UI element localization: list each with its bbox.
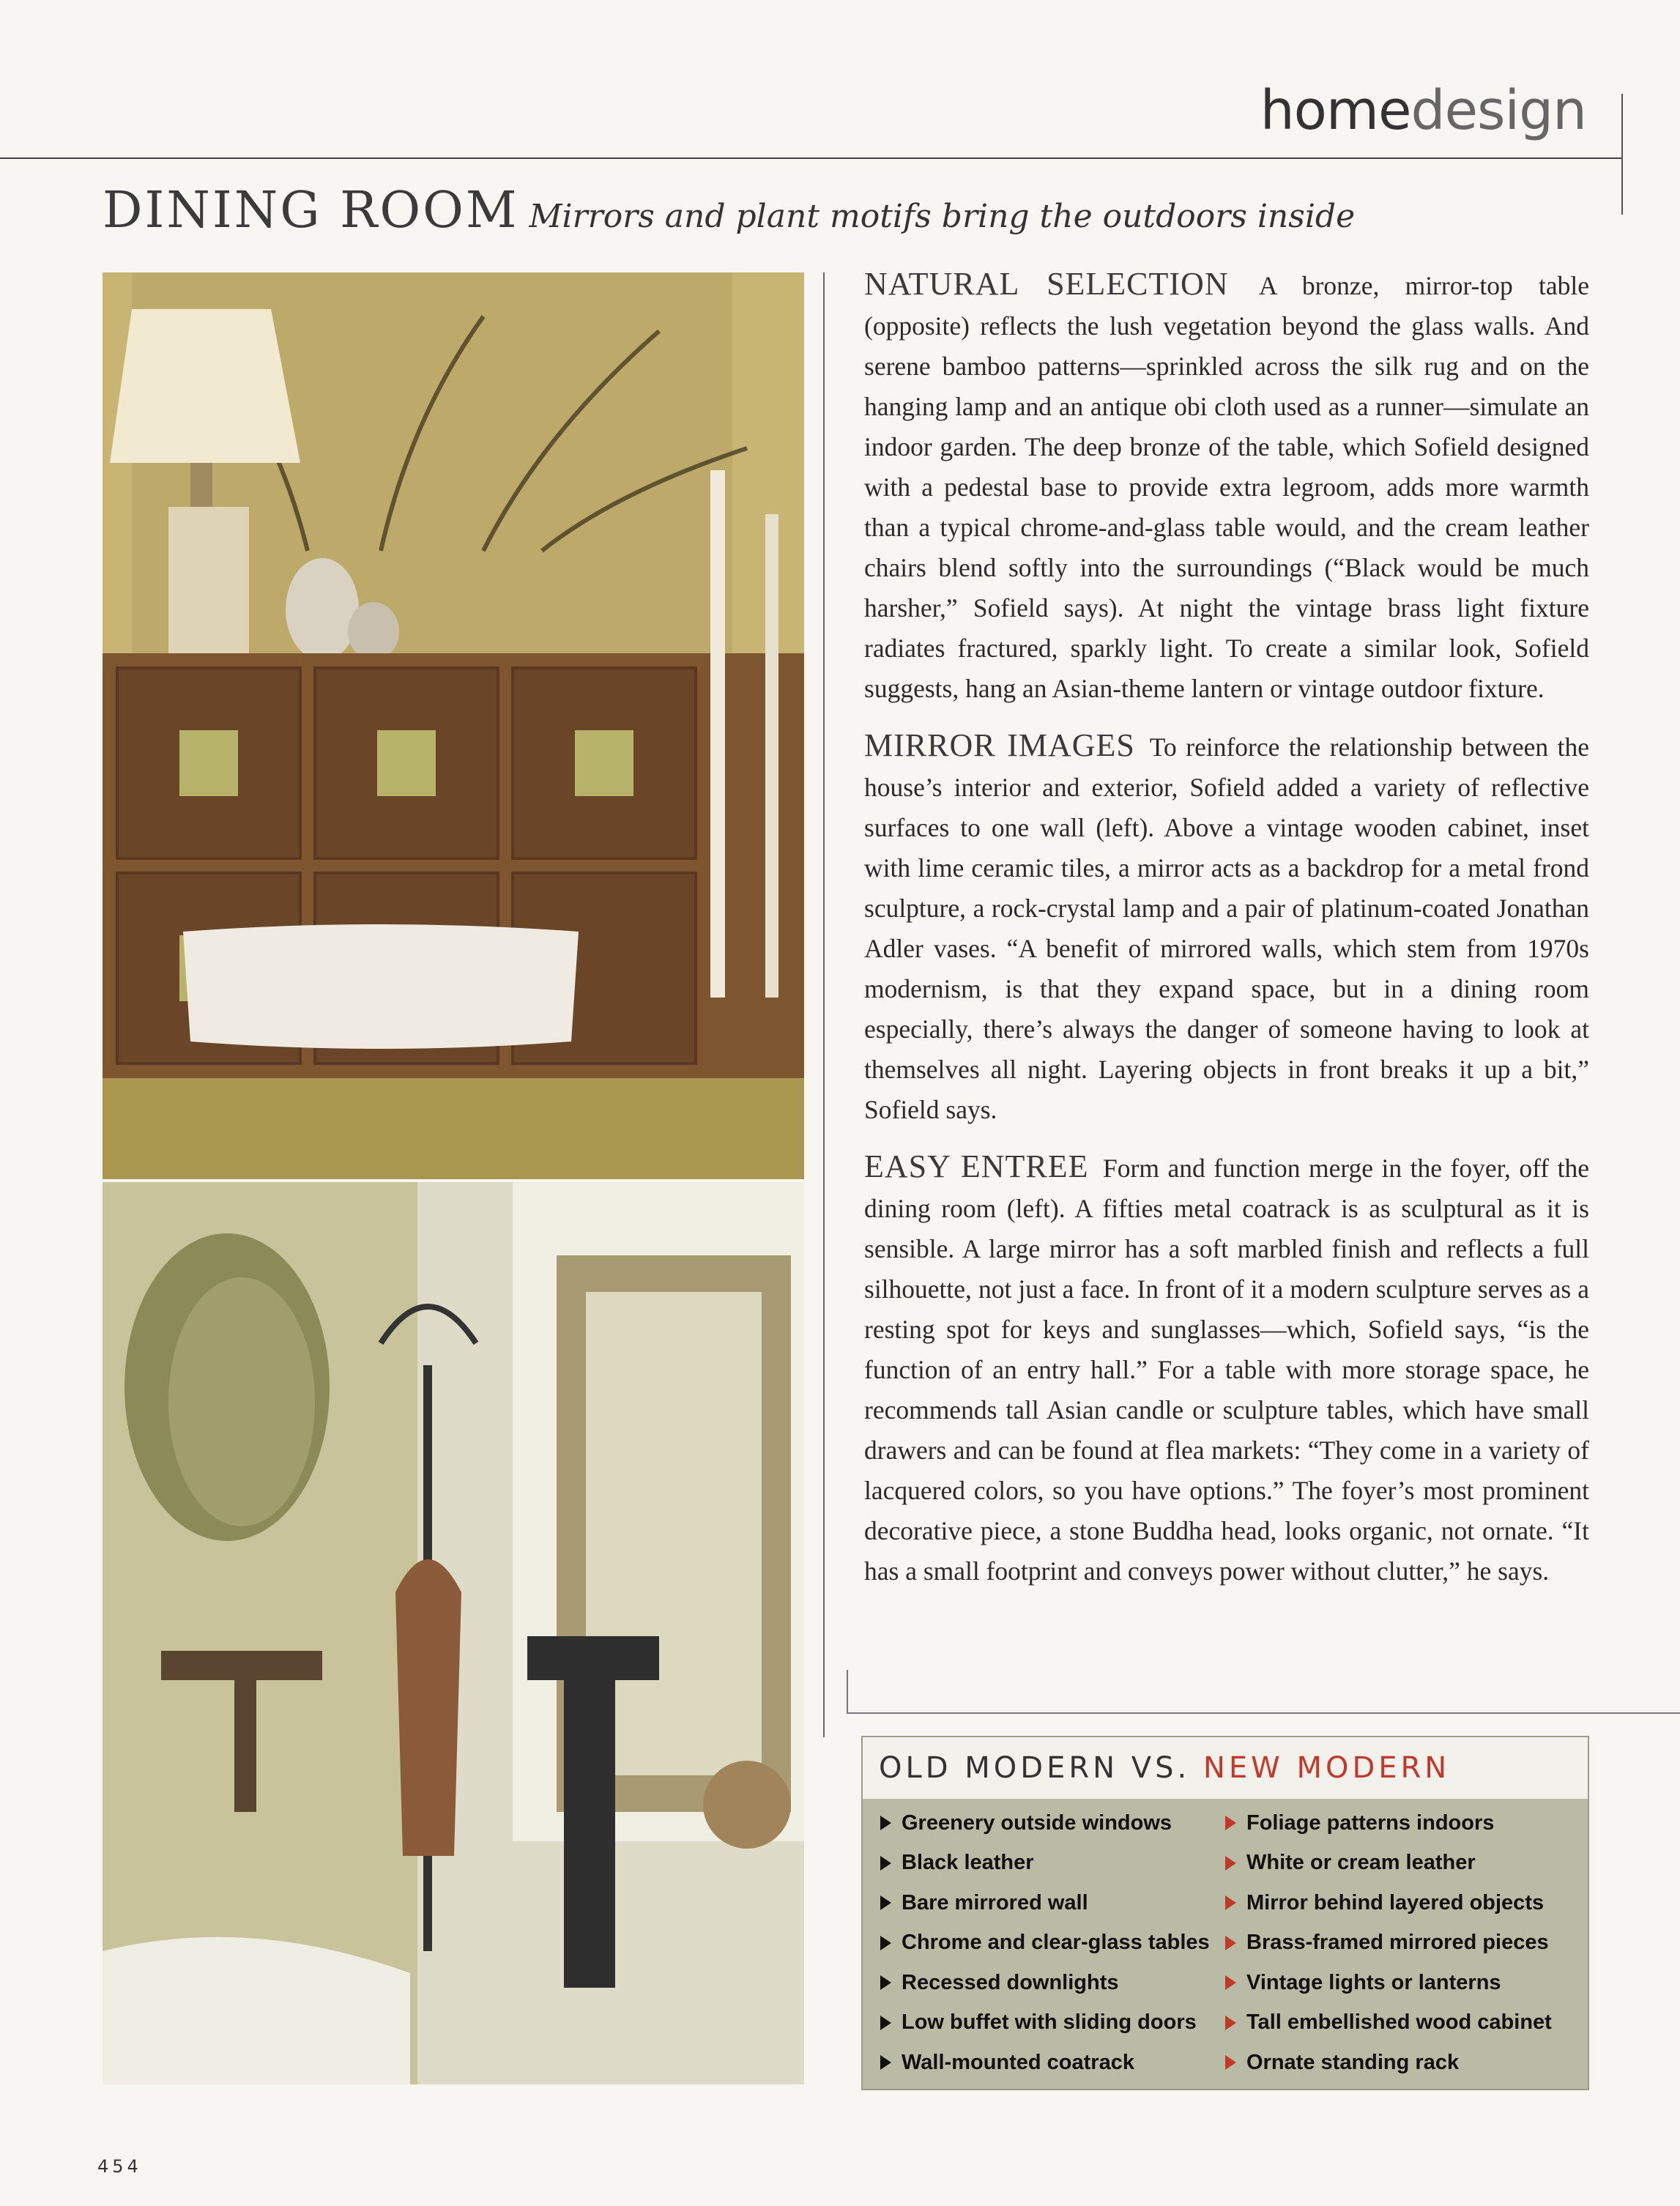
new-item [1225, 1811, 1588, 1835]
triangle-bullet-icon [1225, 1816, 1236, 1830]
page-title [103, 182, 1355, 239]
comparison-box [861, 1736, 1589, 2090]
new-item [1225, 1891, 1588, 1915]
comparison-row [863, 1963, 1588, 2003]
page-number: 454 [97, 2156, 142, 2177]
paragraph-heading: EASY ENTREE [864, 1148, 1089, 1184]
new-item-text: Vintage lights or lanterns [1246, 1970, 1501, 1994]
triangle-bullet-icon [880, 1975, 891, 1990]
page-subtitle: Mirrors and plant motifs bring the outdoors inside [529, 198, 1356, 235]
new-item [1225, 1851, 1588, 1875]
paragraph-text: To reinforce the relationship between the house’s interior and exterior, Sofield added a variety of reflective surfaces to one wall (left). Above a vintage wooden cabinet, inset with lime ceramic tiles, a mirror acts as a backdrop for a metal frond sculpture, a rock-crystal lamp and a pair of platinum-coated Jonathan Adler vases. “A benefit of mirrored walls, which stem from 1970s modernism, is that they expand space, but in a dining room especially, there’s always the danger of someone having to look at themselves all night. Layering objects in front breaks it up a bit,” Sofield says. [864, 732, 1589, 1124]
article-paragraph-easy-entree [864, 1146, 1589, 1592]
comparison-new-label: NEW MODERN [1203, 1751, 1451, 1785]
old-item-text: Recessed downlights [902, 1970, 1119, 1994]
old-item [863, 1891, 1225, 1915]
triangle-bullet-icon [880, 1936, 891, 1950]
old-item [863, 1931, 1225, 1955]
dining-room-illustration [103, 272, 804, 1179]
old-item-text: Greenery outside windows [902, 1811, 1172, 1835]
foyer-illustration [103, 1182, 804, 2084]
new-item [1225, 1971, 1588, 1995]
header-vertical-rule [1621, 94, 1623, 215]
old-item [863, 1811, 1225, 1835]
triangle-bullet-icon [880, 1895, 891, 1910]
triangle-bullet-icon [880, 1816, 891, 1830]
new-item [1225, 2010, 1588, 2035]
new-item [1225, 2051, 1588, 2075]
new-item-text: Foliage patterns indoors [1246, 1811, 1495, 1835]
foyer-photo [103, 1182, 804, 2084]
header-rule [0, 157, 1622, 159]
old-item-text: Bare mirrored wall [902, 1890, 1088, 1915]
comparison-vertical-rule [847, 1670, 848, 1714]
page-title-main: DINING ROOM [103, 182, 519, 239]
paragraph-heading: MIRROR IMAGES [864, 727, 1135, 763]
old-item [863, 1971, 1225, 1995]
triangle-bullet-icon [1225, 2016, 1236, 2030]
triangle-bullet-icon [1225, 1895, 1236, 1910]
comparison-row [863, 2043, 1588, 2083]
triangle-bullet-icon [880, 1856, 891, 1871]
triangle-bullet-icon [880, 2016, 891, 2030]
new-item-text: Brass-framed mirrored pieces [1246, 1931, 1549, 1955]
comparison-rule [847, 1712, 1680, 1714]
new-item-text: Mirror behind layered objects [1246, 1890, 1545, 1915]
old-item-text: Chrome and clear-glass tables [902, 1931, 1210, 1955]
comparison-list [863, 1803, 1588, 2083]
old-item-text: Wall-mounted coatrack [902, 2050, 1134, 2074]
article-paragraph-natural-selection [864, 264, 1589, 709]
old-item-text: Black leather [902, 1851, 1034, 1875]
comparison-row [863, 1923, 1588, 1964]
paragraph-text: Form and function merge in the foyer, off the dining room (left). A fifties metal coatrack is as sculptural as it is sensible. A large mirror has a soft marbled finish and reflects a full silhouette, not just a face. In front of it a modern sculpture serves as a resting spot for keys and sunglasses—which, Sofield says, “is the function of an entry hall.” For a table with more storage space, he recommends tall Asian candle or sculpture tables, which have small drawers and can be found at flea markets: “They come in a variety of lacquered colors, so you have options.” The foyer’s most prominent decorative piece, a stone Buddha head, looks organic, not ornate. “It has a small footprint and conveys power without clutter,” he says. [864, 1154, 1589, 1586]
new-item-text: White or cream leather [1246, 1851, 1476, 1875]
column-divider [823, 272, 825, 1737]
comparison-row [863, 1883, 1588, 1923]
triangle-bullet-icon [1225, 2055, 1236, 2070]
section-label-home: home [1260, 79, 1411, 142]
triangle-bullet-icon [1225, 1856, 1236, 1871]
new-item-text: Ornate standing rack [1246, 2050, 1460, 2074]
triangle-bullet-icon [1225, 1936, 1236, 1950]
old-item-text: Low buffet with sliding doors [902, 2010, 1197, 2035]
old-item [863, 2010, 1225, 2035]
comparison-old-label: OLD MODERN VS. [879, 1751, 1191, 1785]
article-body [864, 264, 1589, 1608]
comparison-title [863, 1737, 1588, 1799]
triangle-bullet-icon [1225, 1975, 1236, 1990]
paragraph-text: A bronze, mirror-top table (opposite) reflects the lush vegetation beyond the glass walls. And serene bamboo patterns—sprinkled across the silk rug and on the hanging lamp and an antique obi cloth used as a runner—simulate an indoor garden. The deep bronze of the table, which Sofield designed with a pedestal base to provide extra legroom, adds more warmth than a typical chrome-and-glass table would, and the cream leather chairs blend softly into the surroundings (“Black would be much harsher,” Sofield says). At night the vintage brass light fixture radiates fractured, sparkly light. To create a similar look, Sofield suggests, hang an Asian-theme lantern or vintage outdoor fixture. [864, 271, 1589, 703]
new-item-text: Tall embellished wood cabinet [1246, 2010, 1552, 2035]
old-item [863, 1851, 1225, 1875]
comparison-row [863, 2003, 1588, 2043]
section-label-design: design [1410, 79, 1586, 142]
triangle-bullet-icon [880, 2055, 891, 2070]
comparison-row [863, 1843, 1588, 1884]
new-item [1225, 1931, 1588, 1955]
section-label [1260, 79, 1586, 142]
old-item [863, 2051, 1225, 2075]
dining-room-photo [103, 272, 804, 1179]
comparison-row [863, 1803, 1588, 1843]
article-paragraph-mirror-images [864, 725, 1589, 1130]
paragraph-heading: NATURAL SELECTION [864, 266, 1229, 302]
